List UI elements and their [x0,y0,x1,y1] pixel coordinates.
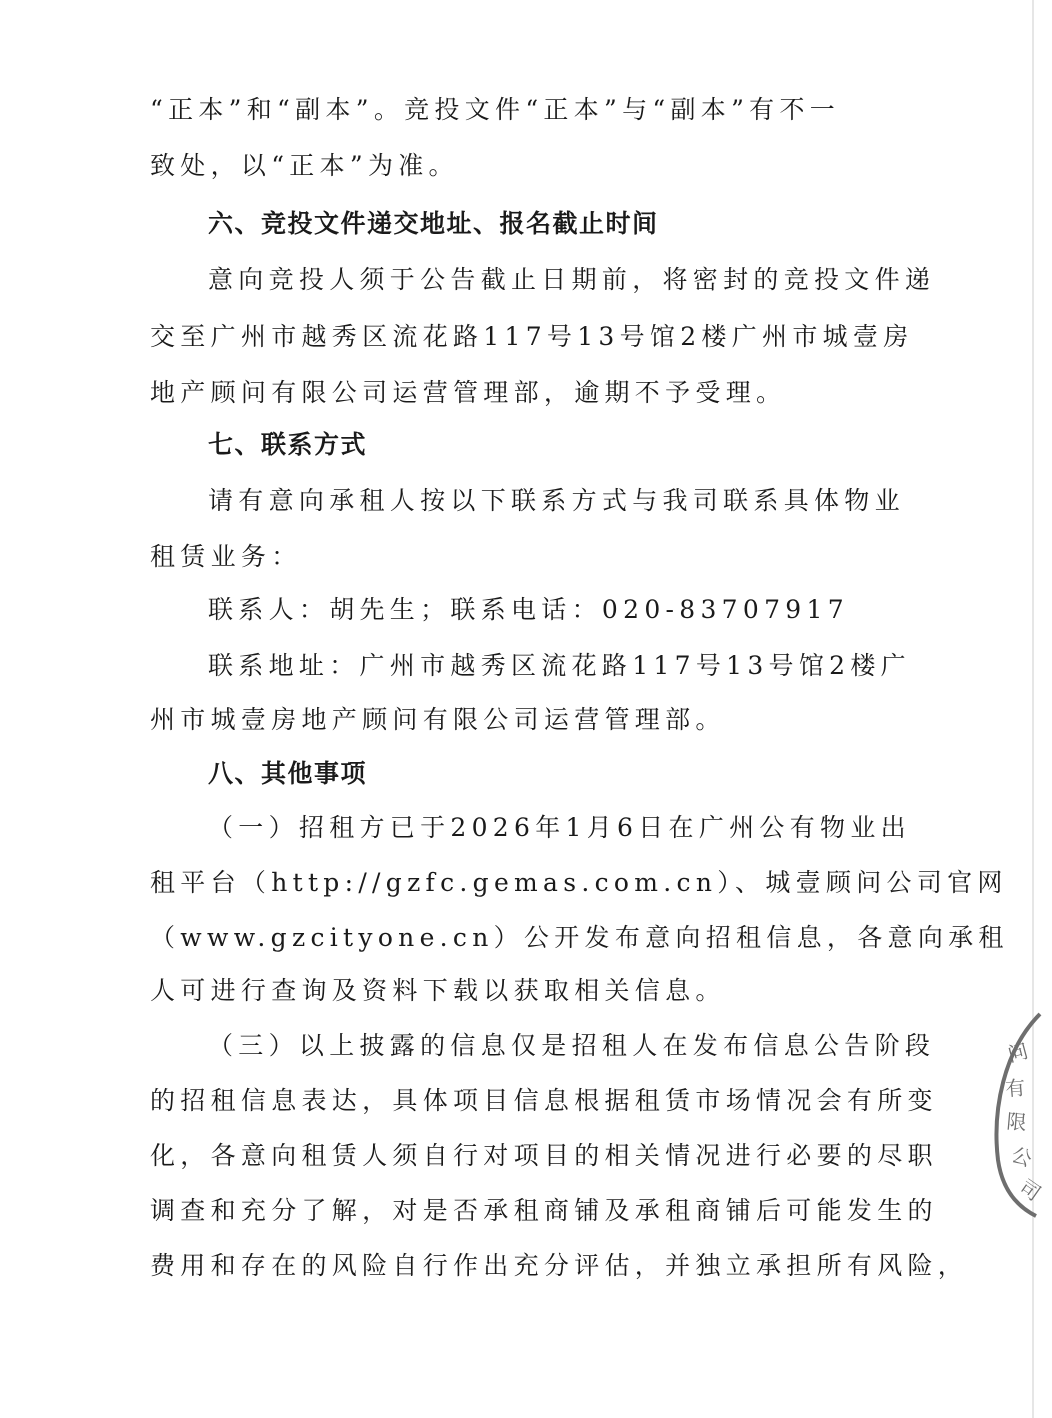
body-text-line: 调查和充分了解，对是否承租商铺及承租商铺后可能发生的 [150,1196,938,1225]
body-text-line: （三）以上披露的信息仅是招租人在发布信息公告阶段 [208,1031,936,1060]
body-text-line: 化，各意向租赁人须自行对项目的相关情况进行必要的尽职 [150,1141,938,1170]
contact-person-line: 联系人：胡先生；联系电话：020-83707917 [208,595,849,624]
body-text-line: （一）招租方已于2026年1月6日在广州公有物业出 [208,813,911,842]
body-text-line: 致处，以“正本”为准。 [150,151,459,180]
body-text-line: 租平台（http://gzfc.gemas.com.cn）、城壹顾问公司官网 [150,868,1008,897]
svg-text:有: 有 [1004,1075,1027,1101]
body-text-line: “正本”和“副本”。竞投文件“正本”与“副本”有不一 [150,95,841,124]
body-text-line: 交至广州市越秀区流花路117号13号馆2楼广州市城壹房 [150,322,914,351]
svg-text:司: 司 [1015,1174,1046,1206]
contact-address-line: 州市城壹房地产顾问有限公司运营管理部。 [150,705,726,734]
company-seal-stamp [982,1010,1052,1220]
svg-text:公: 公 [1008,1142,1036,1172]
body-text-line: （www.gzcityone.cn）公开发布意向招租信息，各意向承租 [150,923,1009,952]
svg-text:问: 问 [1005,1038,1031,1067]
body-text-line: 请有意向承租人按以下联系方式与我司联系具体物业 [208,486,905,515]
body-text-line: 地产顾问有限公司运营管理部，逾期不予受理。 [150,378,787,407]
contact-address-line: 联系地址：广州市越秀区流花路117号13号馆2楼广 [208,651,911,680]
section-heading-7: 七、联系方式 [208,430,368,459]
section-heading-8: 八、其他事项 [208,759,368,788]
svg-text:限: 限 [1005,1109,1028,1135]
body-text-line: 人可进行查询及资料下载以获取相关信息。 [150,976,726,1005]
section-heading-6: 六、竞投文件递交地址、报名截止时间 [208,209,659,238]
body-text-line: 租赁业务： [150,542,302,571]
body-text-line: 意向竞投人须于公告截止日期前，将密封的竞投文件递 [208,265,936,294]
body-text-line: 的招租信息表达，具体项目信息根据租赁市场情况会有所变 [150,1086,938,1115]
body-text-line: 费用和存在的风险自行作出充分评估，并独立承担所有风险， [150,1251,969,1280]
